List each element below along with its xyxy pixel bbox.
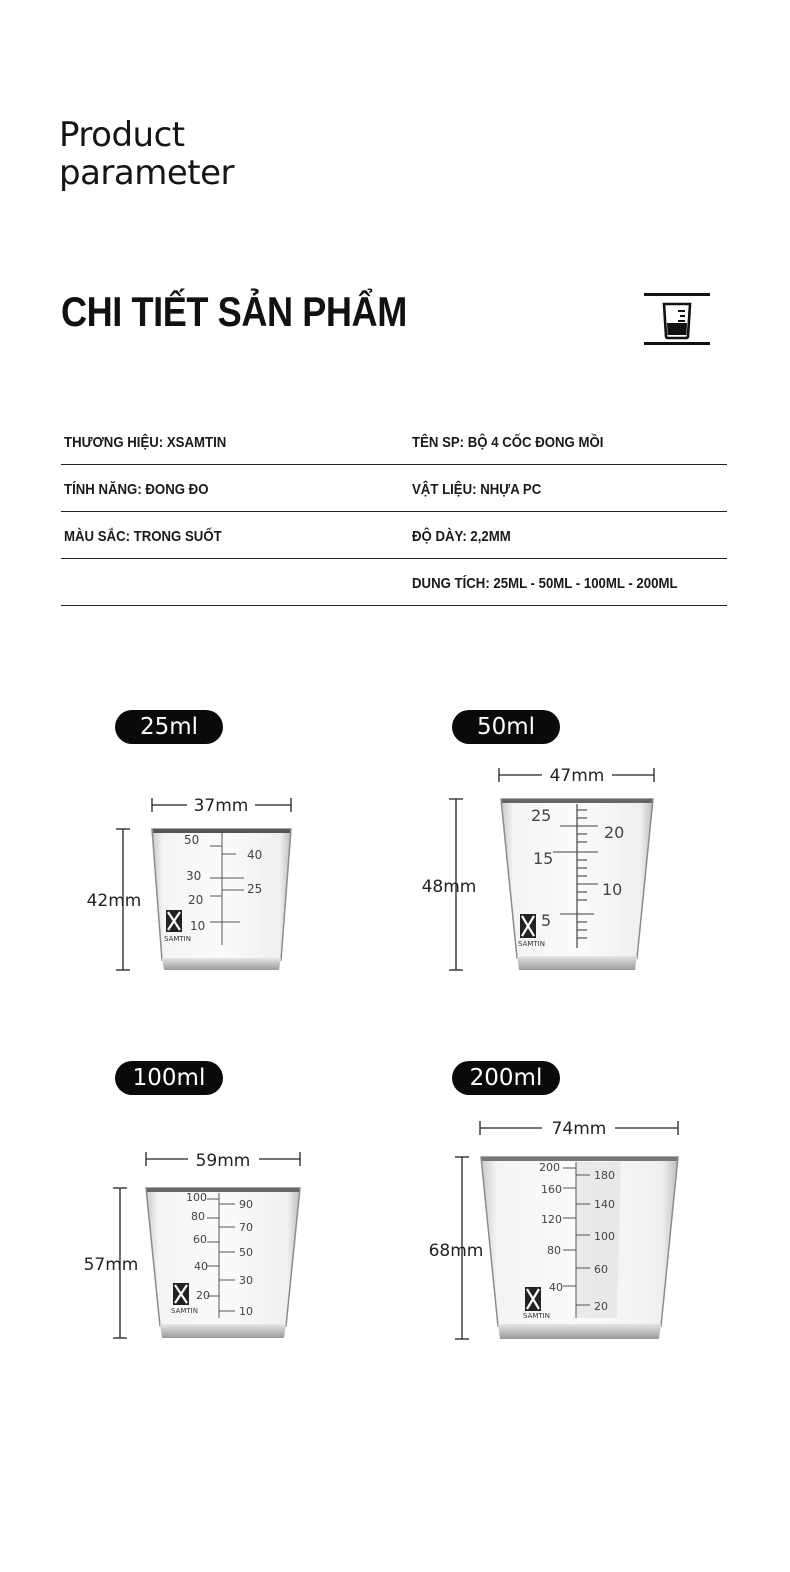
- spec-brand: THƯƠNG HIỆU: XSAMTIN: [64, 434, 227, 451]
- height-label: 42mm: [86, 891, 142, 911]
- scale-label: 160: [541, 1183, 562, 1196]
- capacity-badge-50ml: 50ml: [452, 710, 560, 744]
- scale-label: 60: [594, 1263, 608, 1276]
- width-label: 59mm: [195, 1151, 251, 1171]
- svg-text:SAMTIN: SAMTIN: [171, 1307, 198, 1315]
- height-label: 68mm: [428, 1241, 484, 1261]
- cup-200ml: [429, 1119, 678, 1339]
- spec-feature: TÍNH NĂNG: ĐONG ĐO: [64, 481, 209, 498]
- scale-label: 30: [239, 1274, 253, 1287]
- scale-label: 10: [190, 919, 206, 933]
- scale-label: 25: [247, 882, 263, 896]
- scale-label: 20: [196, 1289, 210, 1302]
- svg-text:SAMTIN: SAMTIN: [523, 1312, 550, 1320]
- product-detail-title: CHI TIẾT SẢN PHẨM: [61, 288, 407, 335]
- width-label: 47mm: [549, 766, 605, 786]
- scale-label: 140: [594, 1198, 615, 1211]
- scale-label: 100: [594, 1230, 615, 1243]
- svg-text:SAMTIN: SAMTIN: [164, 935, 191, 943]
- scale-label: 10: [239, 1305, 253, 1318]
- scale-label: 50: [239, 1246, 253, 1259]
- scale-label: 70: [239, 1221, 253, 1234]
- scale-label: 200: [539, 1161, 560, 1174]
- scale-label: 60: [193, 1233, 207, 1246]
- scale-label: 120: [541, 1213, 562, 1226]
- cup-25ml: [87, 796, 291, 970]
- cup-50ml: [422, 766, 654, 970]
- scale-label: 20: [604, 823, 625, 842]
- capacity-badge-100ml: 100ml: [115, 1061, 223, 1095]
- scale-label: 100: [186, 1191, 207, 1204]
- svg-text:SAMTIN: SAMTIN: [518, 940, 545, 948]
- scale-label: 90: [239, 1198, 253, 1211]
- height-label: 57mm: [83, 1255, 139, 1275]
- scale-label: 30: [186, 869, 202, 883]
- scale-label: 10: [602, 880, 623, 899]
- spec-product-name: TÊN SP: BỘ 4 CỐC ĐONG MỒI: [412, 434, 604, 451]
- scale-label: 25: [531, 806, 552, 825]
- spec-color: MÀU SẮC: TRONG SUỐT: [64, 528, 222, 545]
- capacity-badge-25ml: 25ml: [115, 710, 223, 744]
- scale-label: 5: [541, 911, 552, 930]
- title-line-1: Product: [59, 115, 185, 155]
- scale-label: 40: [247, 848, 263, 862]
- height-label: 48mm: [421, 877, 477, 897]
- title-line-2: parameter: [59, 153, 234, 193]
- cup-100ml: [84, 1151, 300, 1338]
- scale-label: 15: [533, 849, 554, 868]
- scale-label: 40: [549, 1281, 563, 1294]
- width-label: 37mm: [193, 796, 249, 816]
- scale-label: 50: [184, 833, 200, 847]
- spec-material: VẬT LIỆU: NHỰA PC: [412, 481, 542, 498]
- scale-label: 20: [594, 1300, 608, 1313]
- spec-capacity: DUNG TÍCH: 25ML - 50ML - 100ML - 200ML: [412, 575, 678, 592]
- scale-label: 80: [191, 1210, 205, 1223]
- scale-label: 40: [194, 1260, 208, 1273]
- scale-label: 20: [188, 893, 204, 907]
- width-label: 74mm: [551, 1119, 607, 1139]
- capacity-badge-200ml: 200ml: [452, 1061, 560, 1095]
- spec-thickness: ĐỘ DÀY: 2,2MM: [412, 528, 511, 545]
- scale-label: 180: [594, 1169, 615, 1182]
- scale-label: 80: [547, 1244, 561, 1257]
